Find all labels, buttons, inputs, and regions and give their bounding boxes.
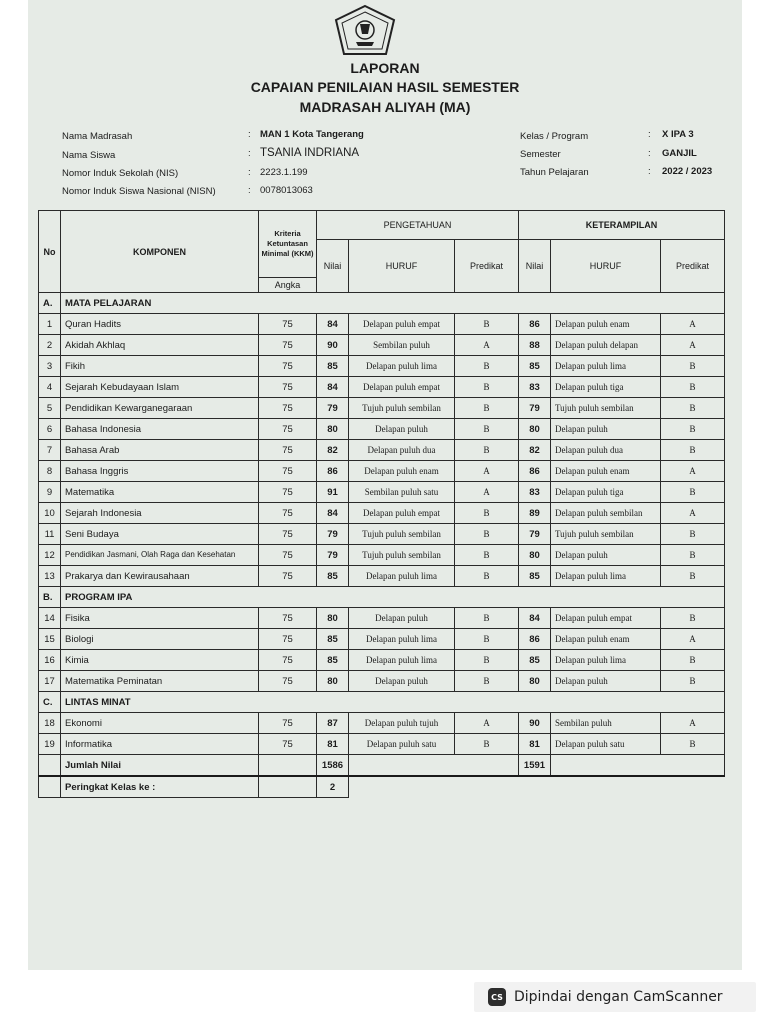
- row-subject: Pendidikan Kewarganegaraan: [61, 398, 259, 419]
- total-row: [39, 755, 725, 777]
- row-p-huruf: Delapan puluh empat: [349, 377, 455, 398]
- total-empty: [551, 755, 725, 777]
- label-nama-siswa: Nama Siswa: [62, 150, 116, 161]
- camscanner-text: Dipindai dengan CamScanner: [514, 989, 723, 1005]
- row-k-nilai: 85: [519, 356, 551, 377]
- header-k-nilai: Nilai: [519, 240, 551, 293]
- section-row: [39, 692, 725, 713]
- row-p-huruf: Delapan puluh lima: [349, 356, 455, 377]
- row-k-predikat: A: [661, 713, 725, 734]
- row-no: 14: [39, 608, 61, 629]
- separator: :: [248, 129, 251, 140]
- row-no: 17: [39, 671, 61, 692]
- row-subject: Akidah Akhlaq: [61, 335, 259, 356]
- row-p-huruf: Delapan puluh: [349, 419, 455, 440]
- row-p-predikat: B: [455, 377, 519, 398]
- row-p-huruf: Delapan puluh dua: [349, 440, 455, 461]
- row-p-nilai: 79: [317, 398, 349, 419]
- rank-empty: [39, 776, 61, 798]
- table-row: [39, 461, 725, 482]
- row-no: 11: [39, 524, 61, 545]
- row-p-nilai: 84: [317, 314, 349, 335]
- row-kkm: 75: [259, 713, 317, 734]
- row-k-huruf: Delapan puluh: [551, 419, 661, 440]
- row-p-predikat: B: [455, 650, 519, 671]
- row-k-huruf: Delapan puluh tiga: [551, 377, 661, 398]
- row-p-nilai: 80: [317, 419, 349, 440]
- table-row: [39, 335, 725, 356]
- section-row: [39, 293, 725, 314]
- row-subject: Bahasa Arab: [61, 440, 259, 461]
- total-pengetahuan: 1586: [317, 755, 349, 777]
- section-code: C.: [39, 692, 61, 713]
- row-k-huruf: Delapan puluh dua: [551, 440, 661, 461]
- header-pengetahuan: PENGETAHUAN: [317, 211, 519, 240]
- table-row: [39, 734, 725, 755]
- row-subject: Prakarya dan Kewirausahaan: [61, 566, 259, 587]
- row-subject: Kimia: [61, 650, 259, 671]
- label-nis: Nomor Induk Sekolah (NIS): [62, 168, 179, 179]
- header-k-huruf: HURUF: [551, 240, 661, 293]
- grades-table: [38, 210, 725, 798]
- row-subject: Bahasa Indonesia: [61, 419, 259, 440]
- row-no: 10: [39, 503, 61, 524]
- row-p-nilai: 84: [317, 377, 349, 398]
- row-k-predikat: B: [661, 524, 725, 545]
- row-k-predikat: B: [661, 398, 725, 419]
- label-semester: Semester: [520, 149, 561, 160]
- row-p-nilai: 81: [317, 734, 349, 755]
- row-k-predikat: B: [661, 734, 725, 755]
- row-p-nilai: 80: [317, 671, 349, 692]
- table-row: [39, 629, 725, 650]
- value-nama-madrasah: MAN 1 Kota Tangerang: [260, 129, 364, 140]
- row-p-predikat: A: [455, 713, 519, 734]
- row-k-predikat: B: [661, 608, 725, 629]
- row-no: 16: [39, 650, 61, 671]
- row-k-nilai: 80: [519, 671, 551, 692]
- row-k-huruf: Delapan puluh enam: [551, 629, 661, 650]
- table-row: [39, 524, 725, 545]
- row-k-predikat: A: [661, 314, 725, 335]
- camscanner-badge: [474, 982, 756, 1012]
- row-kkm: 75: [259, 314, 317, 335]
- row-k-nilai: 79: [519, 524, 551, 545]
- row-p-predikat: B: [455, 671, 519, 692]
- row-k-predikat: B: [661, 419, 725, 440]
- header-keterampilan: KETERAMPILAN: [519, 211, 725, 240]
- row-no: 19: [39, 734, 61, 755]
- row-p-nilai: 87: [317, 713, 349, 734]
- row-no: 8: [39, 461, 61, 482]
- row-p-huruf: Delapan puluh satu: [349, 734, 455, 755]
- row-no: 9: [39, 482, 61, 503]
- table-row: [39, 314, 725, 335]
- total-keterampilan: 1591: [519, 755, 551, 777]
- school-level-title: MADRASAH ALIYAH (MA): [299, 99, 471, 115]
- row-p-nilai: 80: [317, 608, 349, 629]
- row-k-huruf: Delapan puluh lima: [551, 566, 661, 587]
- section-title: LINTAS MINAT: [61, 692, 725, 713]
- row-k-huruf: Delapan puluh enam: [551, 461, 661, 482]
- report-title: LAPORAN: [350, 60, 420, 76]
- row-p-predikat: B: [455, 440, 519, 461]
- row-kkm: 75: [259, 608, 317, 629]
- table-row: [39, 566, 725, 587]
- row-k-huruf: Delapan puluh tiga: [551, 482, 661, 503]
- separator: :: [248, 148, 251, 159]
- table-row: [39, 608, 725, 629]
- row-subject: Sejarah Kebudayaan Islam: [61, 377, 259, 398]
- row-no: 4: [39, 377, 61, 398]
- camscanner-icon: CS: [488, 988, 506, 1006]
- row-subject: Sejarah Indonesia: [61, 503, 259, 524]
- header-p-nilai: Nilai: [317, 240, 349, 293]
- value-nama-siswa: TSANIA INDRIANA: [260, 147, 360, 159]
- header-komponen: KOMPONEN: [61, 211, 259, 293]
- row-k-predikat: A: [661, 503, 725, 524]
- row-k-huruf: Delapan puluh lima: [551, 650, 661, 671]
- row-k-nilai: 80: [519, 419, 551, 440]
- row-p-huruf: Delapan puluh empat: [349, 503, 455, 524]
- row-k-huruf: Sembilan puluh: [551, 713, 661, 734]
- row-kkm: 75: [259, 377, 317, 398]
- section-title: PROGRAM IPA: [61, 587, 725, 608]
- row-kkm: 75: [259, 398, 317, 419]
- row-k-nilai: 84: [519, 608, 551, 629]
- table-row: [39, 377, 725, 398]
- row-subject: Ekonomi: [61, 713, 259, 734]
- row-subject: Pendidikan Jasmani, Olah Raga dan Kesehatan: [61, 545, 259, 566]
- row-p-predikat: B: [455, 608, 519, 629]
- row-no: 18: [39, 713, 61, 734]
- value-nis: 2223.1.199: [260, 167, 308, 178]
- row-p-nilai: 79: [317, 524, 349, 545]
- row-kkm: 75: [259, 671, 317, 692]
- row-k-huruf: Delapan puluh: [551, 545, 661, 566]
- row-subject: Matematika Peminatan: [61, 671, 259, 692]
- row-k-nilai: 88: [519, 335, 551, 356]
- table-row: [39, 503, 725, 524]
- row-no: 2: [39, 335, 61, 356]
- total-label: Jumlah Nilai: [61, 755, 259, 777]
- table-row: [39, 356, 725, 377]
- section-title: MATA PELAJARAN: [61, 293, 725, 314]
- row-p-huruf: Delapan puluh lima: [349, 629, 455, 650]
- table-row: [39, 713, 725, 734]
- row-p-nilai: 86: [317, 461, 349, 482]
- row-no: 1: [39, 314, 61, 335]
- row-kkm: 75: [259, 335, 317, 356]
- label-tahun: Tahun Pelajaran: [520, 167, 589, 178]
- row-k-huruf: Delapan puluh sembilan: [551, 503, 661, 524]
- row-p-nilai: 84: [317, 503, 349, 524]
- row-k-predikat: B: [661, 566, 725, 587]
- row-k-nilai: 90: [519, 713, 551, 734]
- row-p-huruf: Delapan puluh lima: [349, 566, 455, 587]
- row-p-predikat: B: [455, 419, 519, 440]
- row-p-predikat: B: [455, 629, 519, 650]
- row-p-huruf: Tujuh puluh sembilan: [349, 398, 455, 419]
- row-k-predikat: A: [661, 629, 725, 650]
- row-k-predikat: B: [661, 545, 725, 566]
- report-paper: [28, 0, 742, 970]
- row-p-predikat: A: [455, 482, 519, 503]
- section-code: B.: [39, 587, 61, 608]
- row-no: 15: [39, 629, 61, 650]
- row-k-predikat: A: [661, 335, 725, 356]
- row-no: 13: [39, 566, 61, 587]
- row-kkm: 75: [259, 650, 317, 671]
- row-k-nilai: 83: [519, 482, 551, 503]
- row-kkm: 75: [259, 461, 317, 482]
- student-info: [28, 0, 742, 200]
- row-subject: Quran Hadits: [61, 314, 259, 335]
- header-k-predikat: Predikat: [661, 240, 725, 293]
- row-kkm: 75: [259, 440, 317, 461]
- row-p-predikat: B: [455, 566, 519, 587]
- row-p-nilai: 82: [317, 440, 349, 461]
- header-angka: Angka: [259, 278, 317, 293]
- row-p-huruf: Delapan puluh tujuh: [349, 713, 455, 734]
- total-empty: [39, 755, 61, 777]
- row-p-huruf: Delapan puluh: [349, 671, 455, 692]
- header-kkm: Kriteria Ketuntasan Minimal (KKM): [259, 211, 317, 278]
- separator: :: [648, 148, 651, 159]
- header-no: No: [39, 211, 61, 293]
- row-k-nilai: 85: [519, 566, 551, 587]
- label-nama-madrasah: Nama Madrasah: [62, 131, 133, 142]
- row-k-predikat: A: [661, 461, 725, 482]
- row-k-predikat: B: [661, 377, 725, 398]
- row-k-huruf: Delapan puluh enam: [551, 314, 661, 335]
- row-kkm: 75: [259, 566, 317, 587]
- row-subject: Fisika: [61, 608, 259, 629]
- row-subject: Biologi: [61, 629, 259, 650]
- row-k-huruf: Tujuh puluh sembilan: [551, 398, 661, 419]
- row-k-huruf: Delapan puluh empat: [551, 608, 661, 629]
- label-nisn: Nomor Induk Siswa Nasional (NISN): [62, 186, 216, 197]
- row-no: 12: [39, 545, 61, 566]
- row-p-huruf: Delapan puluh empat: [349, 314, 455, 335]
- section-code: A.: [39, 293, 61, 314]
- separator: :: [248, 167, 251, 178]
- row-k-predikat: B: [661, 482, 725, 503]
- rank-label: Peringkat Kelas ke :: [61, 776, 259, 798]
- row-k-nilai: 80: [519, 545, 551, 566]
- row-k-predikat: B: [661, 440, 725, 461]
- row-p-huruf: Tujuh puluh sembilan: [349, 545, 455, 566]
- row-p-huruf: Delapan puluh lima: [349, 650, 455, 671]
- row-p-huruf: Tujuh puluh sembilan: [349, 524, 455, 545]
- value-nisn: 0078013063: [260, 185, 313, 196]
- row-p-predikat: B: [455, 356, 519, 377]
- row-kkm: 75: [259, 524, 317, 545]
- row-k-nilai: 86: [519, 314, 551, 335]
- total-empty: [349, 755, 519, 777]
- row-k-nilai: 86: [519, 629, 551, 650]
- row-subject: Seni Budaya: [61, 524, 259, 545]
- row-k-predikat: B: [661, 356, 725, 377]
- row-k-huruf: Delapan puluh delapan: [551, 335, 661, 356]
- row-k-nilai: 85: [519, 650, 551, 671]
- row-k-predikat: B: [661, 671, 725, 692]
- total-empty: [259, 755, 317, 777]
- row-kkm: 75: [259, 482, 317, 503]
- table-row: [39, 650, 725, 671]
- row-p-predikat: B: [455, 503, 519, 524]
- row-kkm: 75: [259, 545, 317, 566]
- row-k-huruf: Delapan puluh: [551, 671, 661, 692]
- grades-body: [39, 293, 725, 798]
- separator: :: [248, 185, 251, 196]
- row-k-nilai: 89: [519, 503, 551, 524]
- row-kkm: 75: [259, 734, 317, 755]
- row-no: 6: [39, 419, 61, 440]
- table-row: [39, 440, 725, 461]
- row-no: 5: [39, 398, 61, 419]
- row-p-nilai: 79: [317, 545, 349, 566]
- value-semester: GANJIL: [662, 148, 697, 159]
- table-row: [39, 545, 725, 566]
- rank-empty: [349, 776, 725, 798]
- row-kkm: 75: [259, 503, 317, 524]
- row-p-nilai: 85: [317, 650, 349, 671]
- row-p-predikat: A: [455, 335, 519, 356]
- row-subject: Fikih: [61, 356, 259, 377]
- section-row: [39, 587, 725, 608]
- row-p-predikat: B: [455, 314, 519, 335]
- row-p-nilai: 85: [317, 629, 349, 650]
- table-row: [39, 671, 725, 692]
- row-k-huruf: Delapan puluh lima: [551, 356, 661, 377]
- report-subtitle: CAPAIAN PENILAIAN HASIL SEMESTER: [250, 79, 520, 95]
- row-p-predikat: B: [455, 524, 519, 545]
- row-kkm: 75: [259, 419, 317, 440]
- row-p-nilai: 85: [317, 356, 349, 377]
- row-p-nilai: 90: [317, 335, 349, 356]
- row-k-huruf: Delapan puluh satu: [551, 734, 661, 755]
- row-p-huruf: Delapan puluh enam: [349, 461, 455, 482]
- row-p-huruf: Sembilan puluh: [349, 335, 455, 356]
- row-p-predikat: A: [455, 461, 519, 482]
- row-kkm: 75: [259, 629, 317, 650]
- row-subject: Bahasa Inggris: [61, 461, 259, 482]
- value-tahun: 2022 / 2023: [662, 166, 713, 177]
- row-p-nilai: 85: [317, 566, 349, 587]
- row-k-predikat: B: [661, 650, 725, 671]
- row-p-nilai: 91: [317, 482, 349, 503]
- row-no: 3: [39, 356, 61, 377]
- separator: :: [648, 129, 651, 140]
- row-p-predikat: B: [455, 398, 519, 419]
- row-k-nilai: 83: [519, 377, 551, 398]
- row-p-predikat: B: [455, 545, 519, 566]
- row-no: 7: [39, 440, 61, 461]
- value-kelas: X IPA 3: [662, 129, 694, 140]
- rank-empty: [259, 776, 317, 798]
- row-k-nilai: 86: [519, 461, 551, 482]
- rank-row: [39, 776, 725, 798]
- row-p-predikat: B: [455, 734, 519, 755]
- header-p-huruf: HURUF: [349, 240, 455, 293]
- table-row: [39, 419, 725, 440]
- table-row: [39, 398, 725, 419]
- row-subject: Matematika: [61, 482, 259, 503]
- row-p-huruf: Delapan puluh: [349, 608, 455, 629]
- row-k-nilai: 79: [519, 398, 551, 419]
- header-p-predikat: Predikat: [455, 240, 519, 293]
- row-k-huruf: Tujuh puluh sembilan: [551, 524, 661, 545]
- row-k-nilai: 81: [519, 734, 551, 755]
- label-kelas: Kelas / Program: [520, 131, 589, 142]
- rank-value: 2: [317, 776, 349, 798]
- row-k-nilai: 82: [519, 440, 551, 461]
- separator: :: [648, 166, 651, 177]
- row-kkm: 75: [259, 356, 317, 377]
- row-subject: Informatika: [61, 734, 259, 755]
- row-p-huruf: Sembilan puluh satu: [349, 482, 455, 503]
- table-row: [39, 482, 725, 503]
